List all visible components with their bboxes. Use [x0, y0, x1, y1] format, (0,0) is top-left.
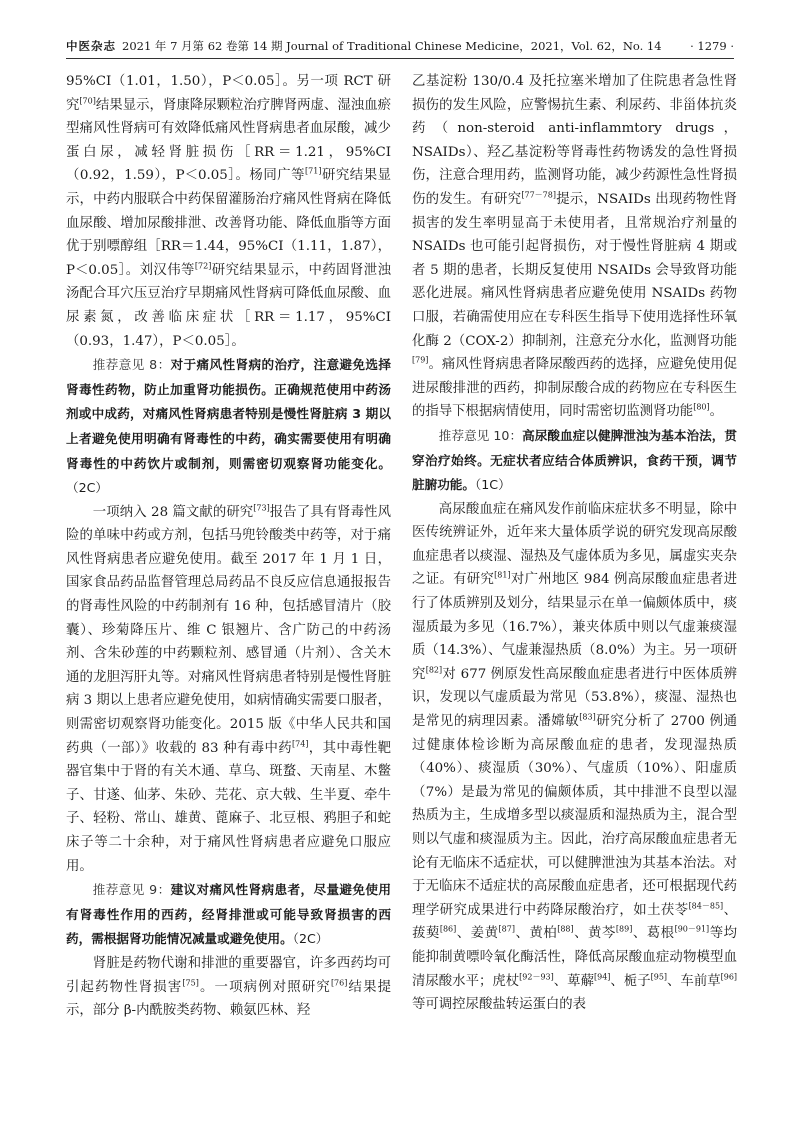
- paragraph: 肾脏是药物代谢和排泄的重要器官，许多西药均可引起药物性肾损害[75]。一项病例对照研究[76]结果提示，部分 β-内酰胺类药物、赖氨匹林、羟: [66, 955, 392, 1019]
- running-header: [66, 34, 734, 59]
- recommendation-text: 建议对痛风性肾病患者，尽量避免使用有肾毒性作用的西药，经肾排泄或可能导致肾损害的西药，需根据肾功能情况减量或避免使用。: [66, 882, 391, 947]
- header-left: [66, 34, 662, 58]
- recommendation-9: [66, 878, 391, 952]
- citation[interactable]: [83]: [579, 712, 596, 722]
- recommendation-label: 推荐意见 10：: [438, 427, 523, 443]
- evidence-grade: （2C）: [66, 480, 108, 496]
- page-number: · 1279 ·: [690, 39, 734, 53]
- citation[interactable]: [76]: [330, 978, 348, 988]
- recommendation-label: 推荐意见 8：: [92, 357, 171, 373]
- citation[interactable]: [92－93]: [519, 972, 554, 982]
- recommendation-8: [66, 353, 391, 501]
- citation[interactable]: [84－85]: [688, 901, 724, 911]
- citation[interactable]: [75]: [182, 978, 199, 988]
- citation[interactable]: [71]: [305, 166, 322, 176]
- citation[interactable]: [74]: [292, 739, 309, 749]
- recommendation-text: 高尿酸血症以健脾泄浊为基本治法，贯穿治疗始终。无症状者应结合体质辨识，食药干预，调节脏腑功能。: [412, 427, 738, 493]
- right-column: [412, 70, 737, 1017]
- citation[interactable]: [80]: [693, 402, 710, 412]
- citation[interactable]: [88]: [557, 924, 574, 934]
- citation[interactable]: [90－91]: [674, 924, 710, 934]
- citation[interactable]: [79]: [412, 355, 429, 365]
- recommendation-10: [412, 424, 737, 498]
- citation[interactable]: [96]: [720, 972, 738, 982]
- paragraph: 95%CI（1.01，1.50），P＜0.05］。另一项 RCT 研究[70]结果显示，肾康降尿颗粒治疗脾肾两虚、湿浊血瘀型痛风性肾病可有效降低痛风性肾病患者血尿酸，减少蛋白尿，减轻肾脏损伤［RR＝1.21，95%CI（0.92，1.59），P＜0.05］。杨同广等[71]研究结果显示，中药内服联合中药保留灌肠治疗痛风性肾病在降低血尿酸、增加尿酸排泄、改善肾功能、降低血脂等方面优于别嘌醇组［RR＝1.44，95%CI（1.11，1.87），P＜0.05］。刘汉伟等[72]研究结果显示，中药固肾泄浊汤配合耳穴压豆治疗早期痛风性肾病可降低血尿酸、血尿素氮，改善临床症状［RR＝1.17，95%CI（0.93，1.47），P＜0.05］。: [66, 74, 392, 349]
- left-column: [66, 70, 391, 1023]
- citation[interactable]: [70]: [79, 96, 96, 106]
- recommendation-text: 对于痛风性肾病的治疗，注意避免选择肾毒性药物，防止加重肾功能损伤。正确规范使用中药汤剂或中成药，对痛风性肾病患者特别是慢性肾脏病 3 期以上者避免使用明确有肾毒性的中药，确实需要使用有明确肾毒性的中药饮片或制剂，则需密切观察肾功能变化。: [66, 357, 391, 471]
- citation[interactable]: [77－78]: [521, 190, 556, 200]
- paragraph: 高尿酸血症在痛风发作前临床症状多不明显，除中医传统辨证外，近年来大量体质学说的研究发现高尿酸血症患者以痰湿、湿热及气虚体质为多见，属虚实夹杂之证。有研究[81]对广州地区 984 例高尿酸血症患者进行了体质辨别及划分，结果显示在单一偏颇体质中，痰湿质最为多见（16.7%），兼夹体质中则以气虚兼痰湿质（14.3%）、气虚兼湿热质（8.0%）为主。另一项研究[82]对 677 例原发性高尿酸血症患者进行中医体质辨识，发现以气虚质最为常见（53.8%），痰湿、湿热也是常见的病理因素。潘嫦敏[83]研究分析了 2700 例通过健康体检诊断为高尿酸血症的患者，发现湿热质（40%）、痰湿质（30%）、气虚质（10%）、阳虚质（7%）是最为常见的偏颇体质，其中排泄不良型以湿热质为主，生成增多型以痰湿质和湿热质为主，混合型则以气虚和痰湿质为主。因此，治疗高尿酸血症患者无论有无临床不适症状，可以健脾泄浊为其基本治法。对于无临床不适症状的高尿酸血症患者，还可根据现代药理学研究成果进行中药降尿酸治疗，如土茯苓[84－85]、菝葜[86]、姜黄[87]、黄柏[88]、黄芩[89]、葛根[90－91]等均能抑制黄嘌呤氧化酶活性，降低高尿酸血症动物模型血清尿酸水平；虎杖[92－93]、萆薢[94]、栀子[95]、车前草[96]等可调控尿酸盐转运蛋白的表: [412, 501, 738, 1013]
- paragraph: 乙基淀粉 130/0.4 及托拉塞米增加了住院患者急性肾损伤的发生风险，应警惕抗生素、利尿药、非甾体抗炎药（non-steroid anti-inflammtory drugs，NSAIDs）、羟乙基淀粉等肾毒性药物诱发的急性肾损伤，注意合理用药，监测肾功能，减少药源性急性肾损伤的发生。有研究[77－78]提示，NSAIDs 出现药物性肾损害的发生率明显高于未使用者，且常规治疗剂量的 NSAIDs 也可能引起肾损伤，对于慢性肾脏病 4 期或者 5 期的患者，长期反复使用 NSAIDs 会导致肾功能恶化进展。痛风性肾病患者应避免使用 NSAIDs 药物口服，若确需使用应在专科医生指导下使用选择性环氧化酶 2（COX-2）抑制剂，注意充分水化，监测肾功能[79]。痛风性肾病患者降尿酸西药的选择，应避免使用促进尿酸排泄的西药，抑制尿酸合成的药物应在专科医生的指导下根据病情使用，同时需密切监测肾功能[80]。: [412, 74, 738, 420]
- citation[interactable]: [94]: [593, 972, 611, 982]
- recommendation-label: 推荐意见 9：: [92, 882, 171, 898]
- evidence-grade: （2C）: [292, 931, 329, 947]
- citation[interactable]: [86]: [439, 924, 457, 934]
- citation[interactable]: [82]: [425, 665, 443, 675]
- citation[interactable]: [87]: [498, 924, 515, 934]
- citation[interactable]: [95]: [650, 972, 668, 982]
- paragraph: 一项纳入 28 篇文献的研究[73]报告了具有肾毒性风险的单味中药或方剂，包括马兜铃酸类中药等，对于痛风性肾病患者应避免使用。截至 2017 年 1 月 1 日，国家食品药品监督管理总局药品不良反应信息通报报告的肾毒性风险的中药制剂有 16 种，包括感冒清片（胶囊）、珍菊降压片、维 C 银翘片、含广防己的中药汤剂、含朱砂莲的中药颗粒剂、感冒通（片剂）、含关木通的龙胆泻肝丸等。对痛风性肾病患者特别是慢性肾脏病 3 期以上患者应避免使用，如病情确实需要口服者，则需密切观察肾功能变化。2015 版《中华人民共和国药典（一部）》收载的 83 种有毒中药[74]，其中毒性靶器官集中于肾的有关木通、草乌、斑蝥、天南星、木鳖子、甘遂、仙茅、朱砂、芫花、京大戟、生半夏、牵牛子、轻粉、常山、雄黄、蓖麻子、北豆根、鸦胆子和蛇床子等二十余种，对于痛风性肾病患者应避免口服应用。: [66, 503, 392, 874]
- citation[interactable]: [72]: [194, 261, 212, 271]
- evidence-grade: （1C）: [474, 477, 511, 493]
- citation[interactable]: [73]: [253, 503, 270, 513]
- issue-info: 2021 年 7 月第 62 卷第 14 期 Journal of Traditional Chinese Medicine，2021，Vol. 62，No. 14: [122, 39, 662, 53]
- journal-name: 中医杂志: [66, 39, 116, 53]
- citation[interactable]: [89]: [615, 924, 633, 934]
- citation[interactable]: [81]: [494, 571, 511, 580]
